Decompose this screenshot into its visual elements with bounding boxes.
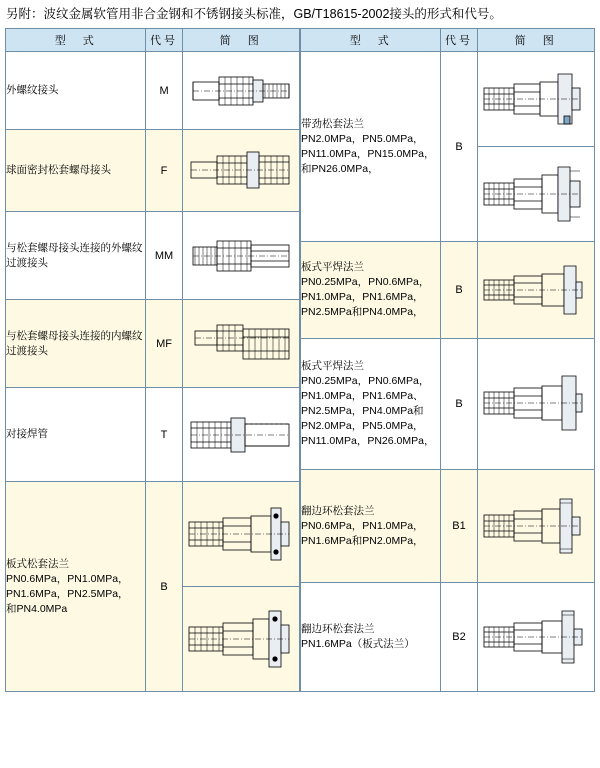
type-code-cell: B: [441, 338, 477, 469]
fittings-table-left: [5, 28, 300, 692]
type-code-cell: MM: [146, 212, 182, 300]
table-header-row: [6, 29, 300, 52]
ribbed-loose-flange-figure: [480, 64, 592, 134]
type-code-cell: B: [146, 482, 182, 692]
flared-ring-loose-flange-2-figure: [480, 597, 592, 677]
figure-cell: [182, 130, 299, 212]
figure-cell: [477, 147, 594, 242]
figure-cell: [182, 388, 299, 482]
table-row: [301, 469, 595, 582]
type-name-cell: 与松套螺母接头连接的外螺纹过渡接头: [6, 212, 146, 300]
type-code-cell: B: [441, 242, 477, 338]
type-code-cell: M: [146, 52, 182, 130]
column-header-type: 型 式: [301, 29, 441, 52]
table-row: [301, 583, 595, 692]
type-code-cell: F: [146, 130, 182, 212]
table-row: [6, 388, 300, 482]
figure-cell: [182, 52, 299, 130]
type-name-cell: 外螺纹接头: [6, 52, 146, 130]
column-header-code: 代号: [146, 29, 182, 52]
type-name-cell: 球面密封松套螺母接头: [6, 130, 146, 212]
table-row: [301, 242, 595, 338]
figure-cell: [182, 587, 299, 692]
type-code-cell: B1: [441, 469, 477, 582]
column-header-code: 代号: [441, 29, 477, 52]
page-title: 另附：波纹金属软管用非合金钢和不锈钢接头标准，GB/T18615-2002接头的形式和代号。: [6, 7, 502, 21]
type-name-cell: 与松套螺母接头连接的内螺纹过渡接头: [6, 300, 146, 388]
type-name-cell: 板式平焊法兰 PN0.25MPa，PN0.6MPa， PN1.0MPa，PN1.6MPa、 PN2.5MPa，PN4.0MPa和 PN2.0MPa，PN5.0MPa， PN11.0MPa，PN26.0MPa，: [301, 338, 441, 469]
ribbed-loose-flange-figure-2: [480, 159, 592, 229]
type-name-cell: 带劲松套法兰 PN2.0MPa，PN5.0MPa， PN11.0MPa，PN15.0MPa， 和PN26.0MPa，: [301, 52, 441, 242]
tables-container: [5, 28, 595, 692]
figure-cell: [477, 242, 594, 338]
type-name-cell: 板式松套法兰 PN0.6MPa，PN1.0MPa， PN1.6MPa，PN2.5MPa， 和PN4.0MPa: [6, 482, 146, 692]
plate-flat-weld-flange-2-figure: [480, 356, 592, 452]
column-header-figure: 简 图: [477, 29, 594, 52]
figure-cell: [182, 482, 299, 587]
figure-cell: [182, 300, 299, 388]
female-thread-transition-figure: [185, 309, 297, 379]
table-row: [301, 52, 595, 147]
butt-weld-pipe-figure: [185, 398, 297, 472]
type-code-cell: B2: [441, 583, 477, 692]
plate-flat-weld-flange-figure: [480, 254, 592, 326]
figure-cell: [477, 469, 594, 582]
type-code-cell: B: [441, 52, 477, 242]
fittings-table-right: [300, 28, 595, 692]
figure-cell: [477, 338, 594, 469]
table-row: [301, 338, 595, 469]
table-header-row: [301, 29, 595, 52]
type-name-cell: 翻边环松套法兰 PN1.6MPa（板式法兰）: [301, 583, 441, 692]
type-code-cell: T: [146, 388, 182, 482]
type-name-cell: 对接焊管: [6, 388, 146, 482]
figure-cell: [477, 52, 594, 147]
flared-ring-loose-flange-figure: [480, 485, 592, 567]
figure-cell: [182, 212, 299, 300]
table-row: [6, 212, 300, 300]
type-name-cell: 翻边环松套法兰 PN0.6MPa，PN1.0MPa， PN1.6MPa和PN2.0MPa，: [301, 469, 441, 582]
column-header-figure: 简 图: [182, 29, 299, 52]
table-row: [6, 52, 300, 130]
male-thread-transition-figure: [185, 221, 297, 291]
column-header-type: 型 式: [6, 29, 146, 52]
table-row: [6, 482, 300, 587]
figure-cell: [477, 583, 594, 692]
plate-loose-flange-figure: [185, 492, 297, 576]
plate-loose-flange-figure-2: [185, 597, 297, 681]
type-name-cell: 板式平焊法兰 PN0.25MPa，PN0.6MPa， PN1.0MPa，PN1.6MPa， PN2.5MPa和PN4.0MPa，: [301, 242, 441, 338]
type-code-cell: MF: [146, 300, 182, 388]
table-row: [6, 130, 300, 212]
male-thread-fitting-figure: [185, 60, 297, 122]
spherical-seal-union-nut-figure: [185, 138, 297, 204]
table-row: [6, 300, 300, 388]
